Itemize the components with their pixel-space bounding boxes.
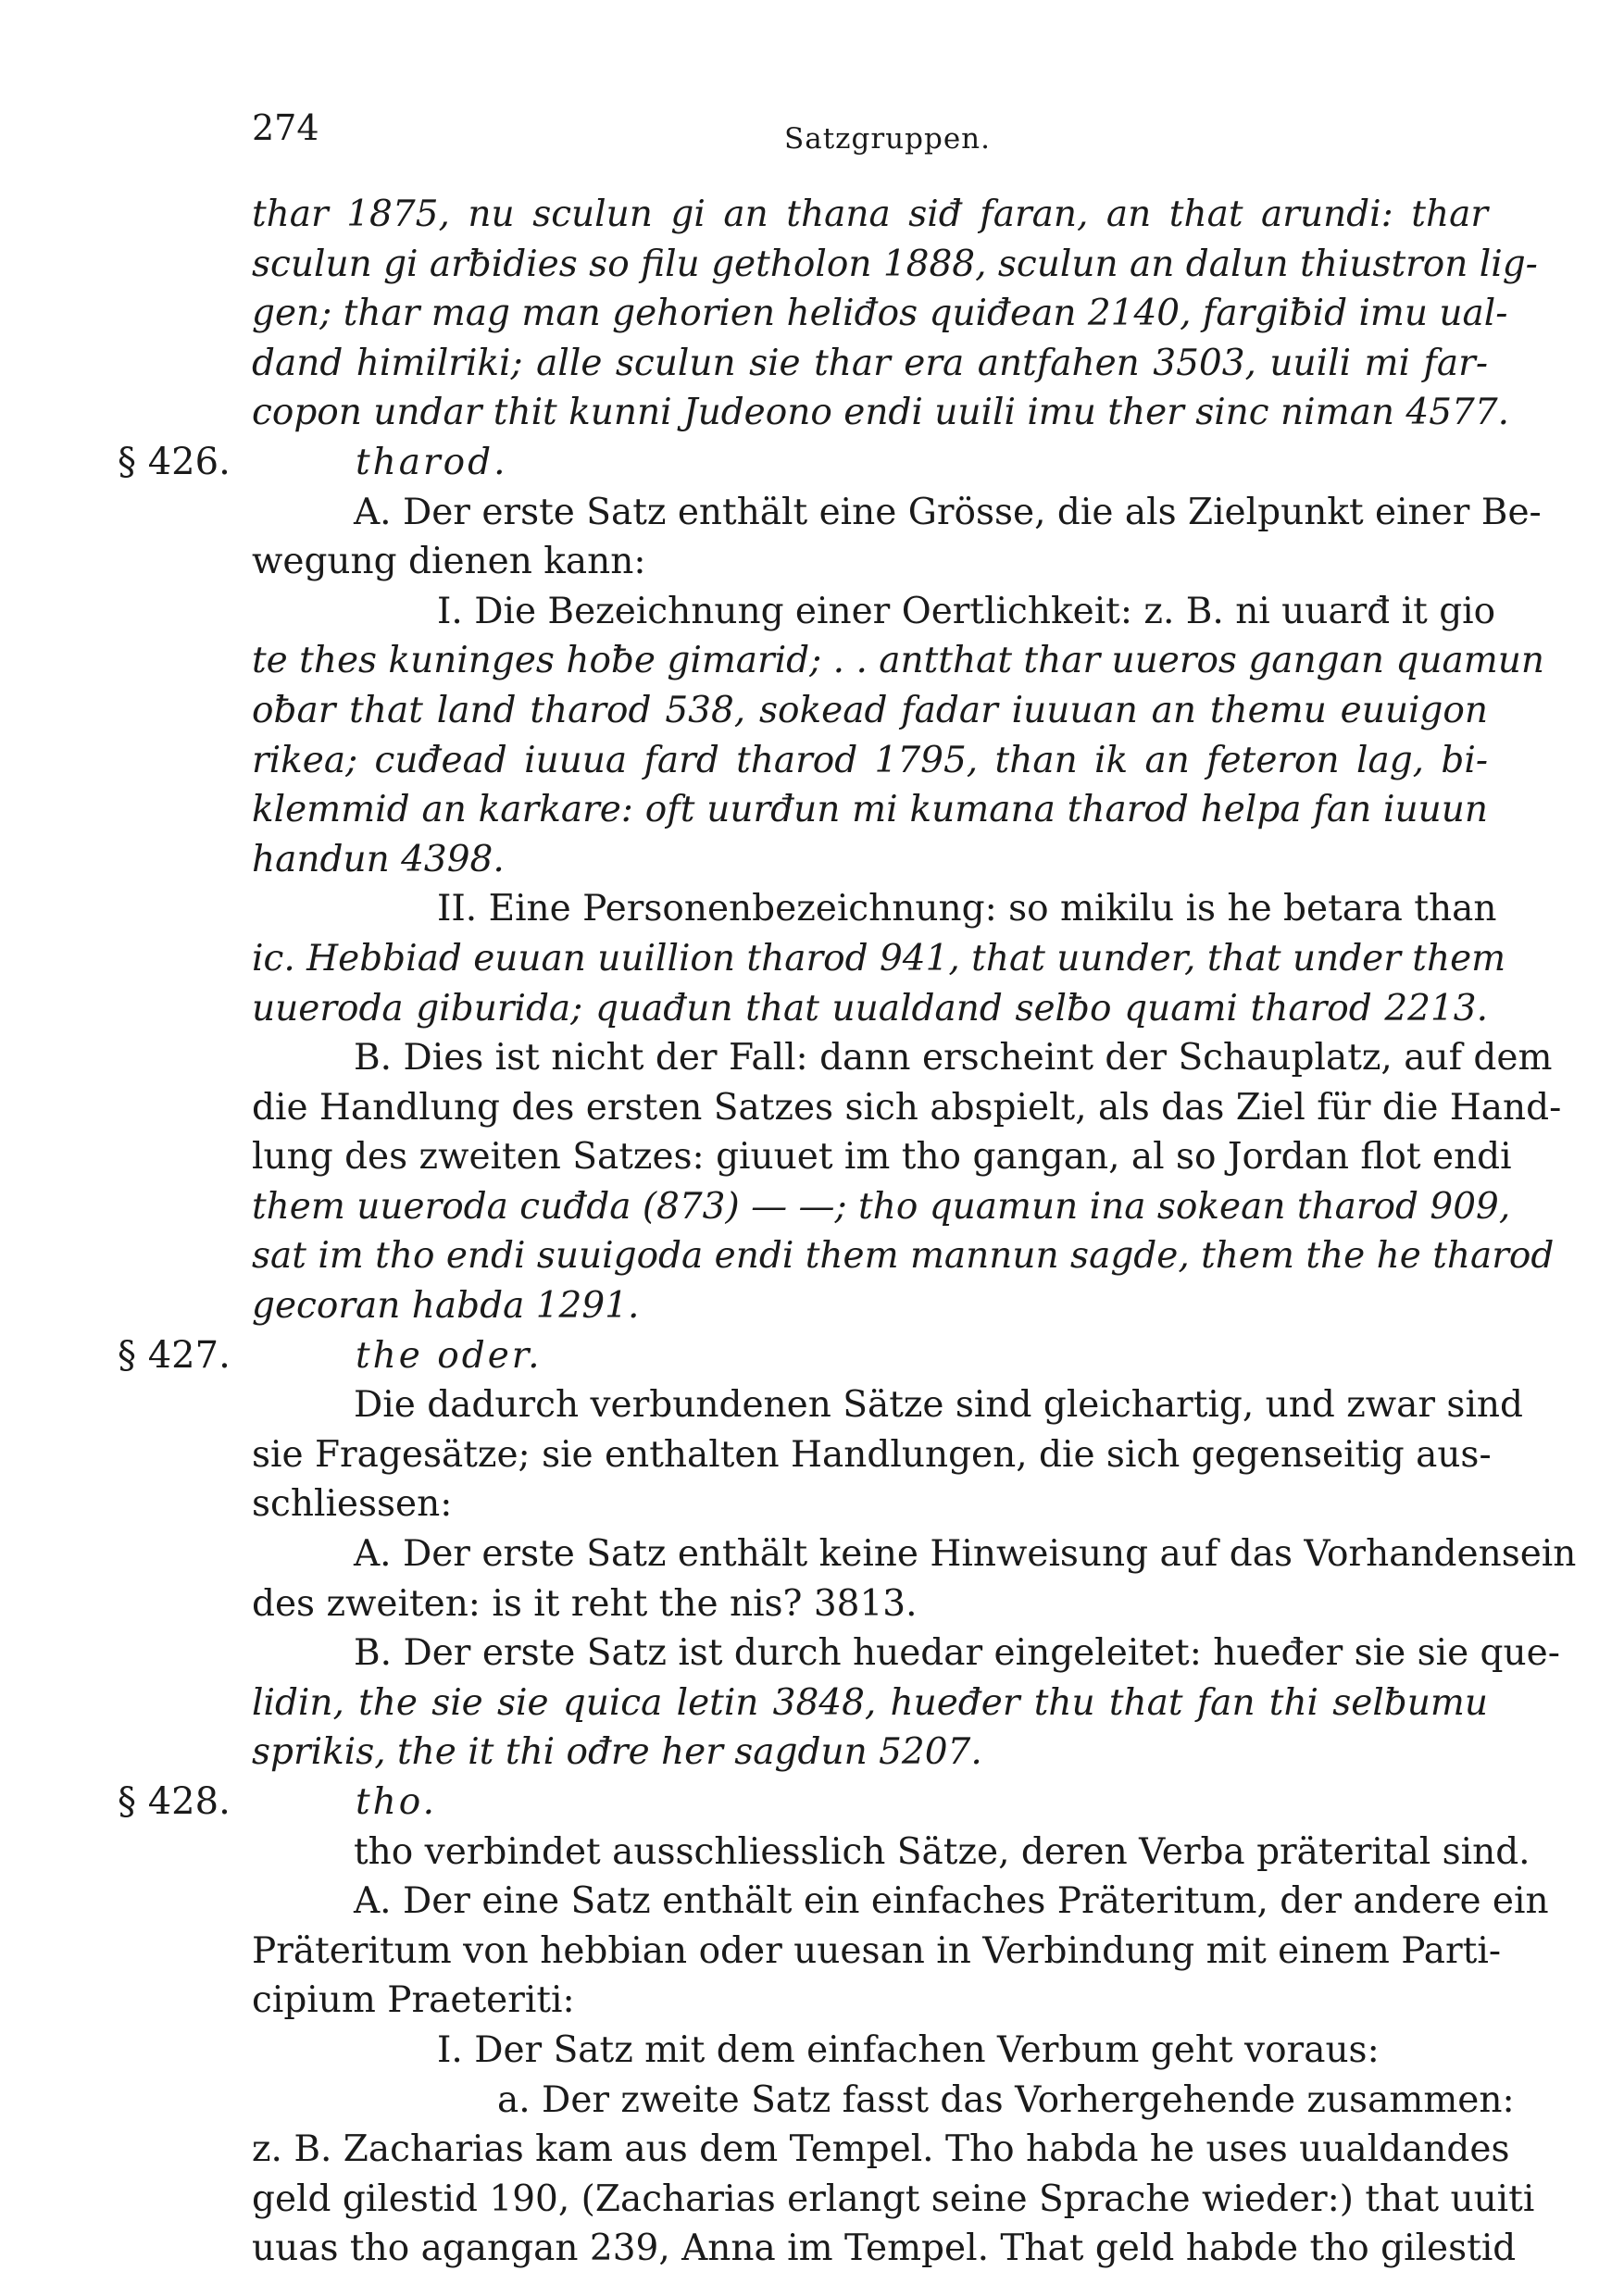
section-title: the oder. — [356, 1334, 543, 1377]
section-heading-428 — [118, 1778, 1488, 1828]
text-line: A. Der erste Satz enthält eine Grösse, die als Zielpunkt einer Be- — [354, 491, 1542, 533]
text-line: des zweiten: is it reht the nis? 3813. — [252, 1582, 918, 1625]
section-number: § 426. — [118, 440, 231, 483]
text-line: copon undar thit kunni Judeono endi uuili imu ther sinc niman 4577. — [252, 392, 1510, 434]
text-line: B. Dies ist nicht der Fall: dann erscheint der Schauplatz, auf dem — [354, 1037, 1553, 1079]
text-line: a. Der zweite Satz fasst das Vorhergehende zusammen: — [497, 2078, 1515, 2121]
text-line: A. Der erste Satz enthält keine Hinweisung auf das Vorhandensein — [354, 1533, 1577, 1576]
text-line: handun 4398. — [252, 838, 505, 880]
text-line: II. Eine Personenbezeichnung: so mikilu is he betara than — [437, 888, 1497, 930]
text-line: lung des zweiten Satzes: giuuet im tho gangan, al so Jordan flot endi — [252, 1136, 1512, 1179]
text-line: Die dadurch verbundenen Sätze sind gleichartig, und zwar sind — [354, 1384, 1524, 1427]
text-line: oƀar that land tharod 538, sokead fadar iuuuan an themu euuigon — [252, 689, 1488, 731]
text-line: uuas tho agangan 239, Anna im Tempel. That geld habde tho gilestid — [252, 2227, 1517, 2270]
section-heading-426 — [118, 438, 1488, 488]
text-line: Präteritum von hebbian oder uuesan in Verbindung mit einem Parti- — [252, 1929, 1502, 1972]
text-line: them uueroda cuđda (873) — —; tho quamun ina sokean tharod 909, — [252, 1185, 1511, 1228]
text-line: sie Fragesätze; sie enthalten Handlungen, die sich gegenseitig aus- — [252, 1433, 1492, 1476]
running-title: Satzgruppen. — [784, 122, 991, 156]
section-number: § 428. — [118, 1780, 231, 1823]
text-line: die Handlung des ersten Satzes sich abspielt, als das Ziel für die Hand- — [252, 1086, 1562, 1129]
text-line: lidin, the sie sie quica letin 3848, hueđer thu that fan thi selƀumu — [252, 1681, 1488, 1724]
text-line: dand himilriki; alle sculun sie thar era antfahen 3503, uuili mi far- — [252, 342, 1488, 384]
text-line: I. Die Bezeichnung einer Oertlichkeit: z. B. ni uuarđ it gio — [437, 590, 1496, 632]
text-line: sat im tho endi suuigoda endi them mannun sagde, them the he tharod — [252, 1235, 1555, 1278]
section-heading-427 — [118, 1331, 1488, 1381]
text-line: tho verbindet ausschliesslich Sätze, deren Verba präterital sind. — [354, 1830, 1530, 1873]
text-line: wegung dienen kann: — [252, 541, 646, 583]
text-line: sprikis, the it thi ođre her sagdun 5207. — [252, 1731, 982, 1774]
text-line: A. Der eine Satz enthält ein einfaches Präteritum, der andere ein — [354, 1880, 1549, 1923]
section-title: tharod. — [356, 441, 508, 483]
section-title: tho. — [356, 1781, 437, 1823]
section-number: § 427. — [118, 1333, 231, 1377]
text-line: schliessen: — [252, 1483, 453, 1526]
text-line: B. Der erste Satz ist durch huedar eingeleitet: hueđer sie sie que- — [354, 1632, 1560, 1675]
text-line: z. B. Zacharias kam aus dem Tempel. Tho habda he uses uualdandes — [252, 2128, 1510, 2171]
body-text — [118, 190, 1577, 2274]
text-line: uueroda giburida; quađun that uualdand selƀo quami tharod 2213. — [252, 987, 1488, 1029]
page-number: 274 — [252, 107, 319, 148]
text-line: cipium Praeteriti: — [252, 1979, 575, 2022]
page-header — [252, 104, 1402, 159]
text-line: gecoran habda 1291. — [252, 1285, 640, 1328]
text-line: ic. Hebbiad euuan uuillion tharod 941, that uunder, that under them — [252, 937, 1506, 980]
text-line: klemmid an karkare: oft uurđun mi kumana tharod helpa fan iuuun — [252, 789, 1488, 831]
text-line: I. Der Satz mit dem einfachen Verbum geht voraus: — [437, 2028, 1380, 2071]
text-line: gen; thar mag man gehorien heliđos quiđean 2140, fargiƀid imu ual- — [252, 293, 1508, 335]
text-line: sculun gi arƀidies so filu getholon 1888, sculun an dalun thiustron lig- — [252, 243, 1538, 285]
text-line: te thes kuninges hoƀe gimarid; . . antthat thar uueros gangan quamun — [252, 640, 1544, 682]
text-line: geld gilestid 190, (Zacharias erlangt seine Sprache wieder:) that uuiti — [252, 2177, 1535, 2220]
text-line: rikea; cuđead iuuua fard tharod 1795, than ik an feteron lag, bi- — [252, 739, 1488, 781]
text-line: thar 1875, nu sculun gi an thana siđ faran, an that arundi: thar — [252, 193, 1488, 235]
